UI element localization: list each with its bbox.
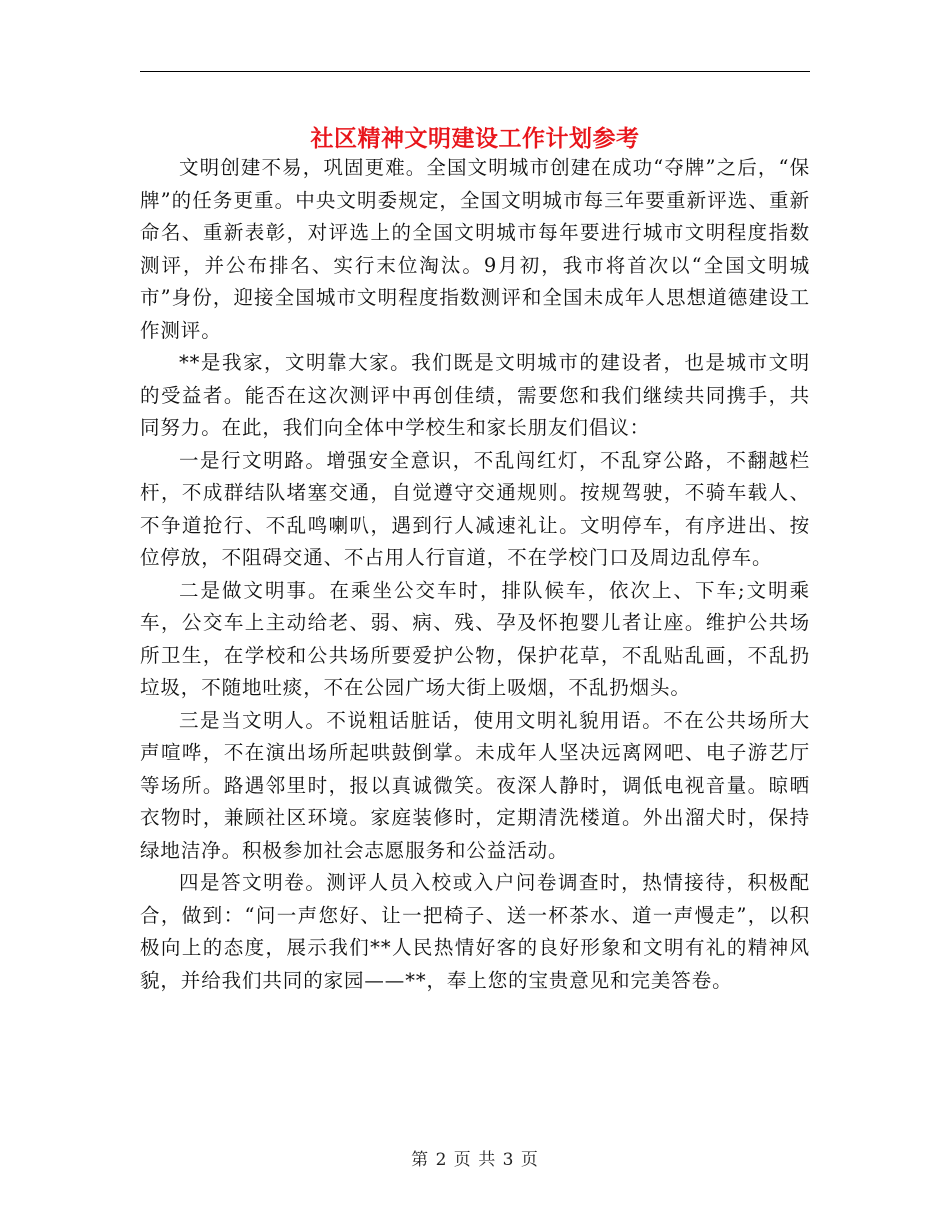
paragraph-appeal: **是我家，文明靠大家。我们既是文明城市的建设者，也是城市文明的受益者。能否在这次测评中再创佳绩，需要您和我们继续共同携手，共同努力。在此，我们向全体中学校生和家长朋友们倡议： bbox=[140, 351, 810, 439]
page-number: 第 2 页 共 3 页 bbox=[411, 1150, 539, 1170]
document-title: 社区精神文明建设工作计划参考 bbox=[310, 126, 640, 153]
paragraph-item-4: 四是答文明卷。测评人员入校或入户问卷调查时，热情接待，积极配合，做到：“问一声您好、让一把椅子、送一杯茶水、道一声慢走”，以积极向上的态度，展示我们**人民热情好客的良好形象和文明有礼的精神风貌，并给我们共同的家园——**，奉上您的宝贵意见和完美答卷。 bbox=[140, 871, 810, 992]
header-rule bbox=[140, 71, 810, 72]
paragraph-item-1: 一是行文明路。增强安全意识，不乱闯红灯，不乱穿公路，不翻越栏杆，不成群结队堵塞交通，自觉遵守交通规则。按规驾驶，不骑车载人、不争道抢行、不乱鸣喇叭，遇到行人减速礼让。文明停车，有序进出、按位停放，不阻碍交通、不占用人行盲道，不在学校门口及周边乱停车。 bbox=[140, 448, 810, 569]
paragraph-item-2: 二是做文明事。在乘坐公交车时，排队候车，依次上、下车;文明乘车，公交车上主动给老、弱、病、残、孕及怀抱婴儿者让座。维护公共场所卫生，在学校和公共场所要爱护公物，保护花草，不乱贴乱画，不乱扔垃圾，不随地吐痰，不在公园广场大街上吸烟，不乱扔烟头。 bbox=[140, 578, 810, 699]
paragraph-intro: 文明创建不易，巩固更难。全国文明城市创建在成功“夺牌”之后，“保牌”的任务更重。中央文明委规定，全国文明城市每三年要重新评选、重新命名、重新表彰，对评选上的全国文明城市每年要进行城市文明程度指数测评，并公布排名、实行末位淘汰。9月初，我市将首次以“全国文明城市”身份，迎接全国城市文明程度指数测评和全国未成年人思想道德建设工作测评。 bbox=[140, 156, 810, 342]
paragraph-item-3: 三是当文明人。不说粗话脏话，使用文明礼貌用语。不在公共场所大声喧哗，不在演出场所起哄鼓倒掌。未成年人坚决远离网吧、电子游艺厅等场所。路遇邻里时，报以真诚微笑。夜深人静时，调低电视音量。晾晒衣物时，兼顾社区环境。家庭装修时，定期清洗楼道。外出溜犬时，保持绿地洁净。积极参加社会志愿服务和公益活动。 bbox=[140, 708, 810, 862]
document-body bbox=[140, 152, 810, 997]
